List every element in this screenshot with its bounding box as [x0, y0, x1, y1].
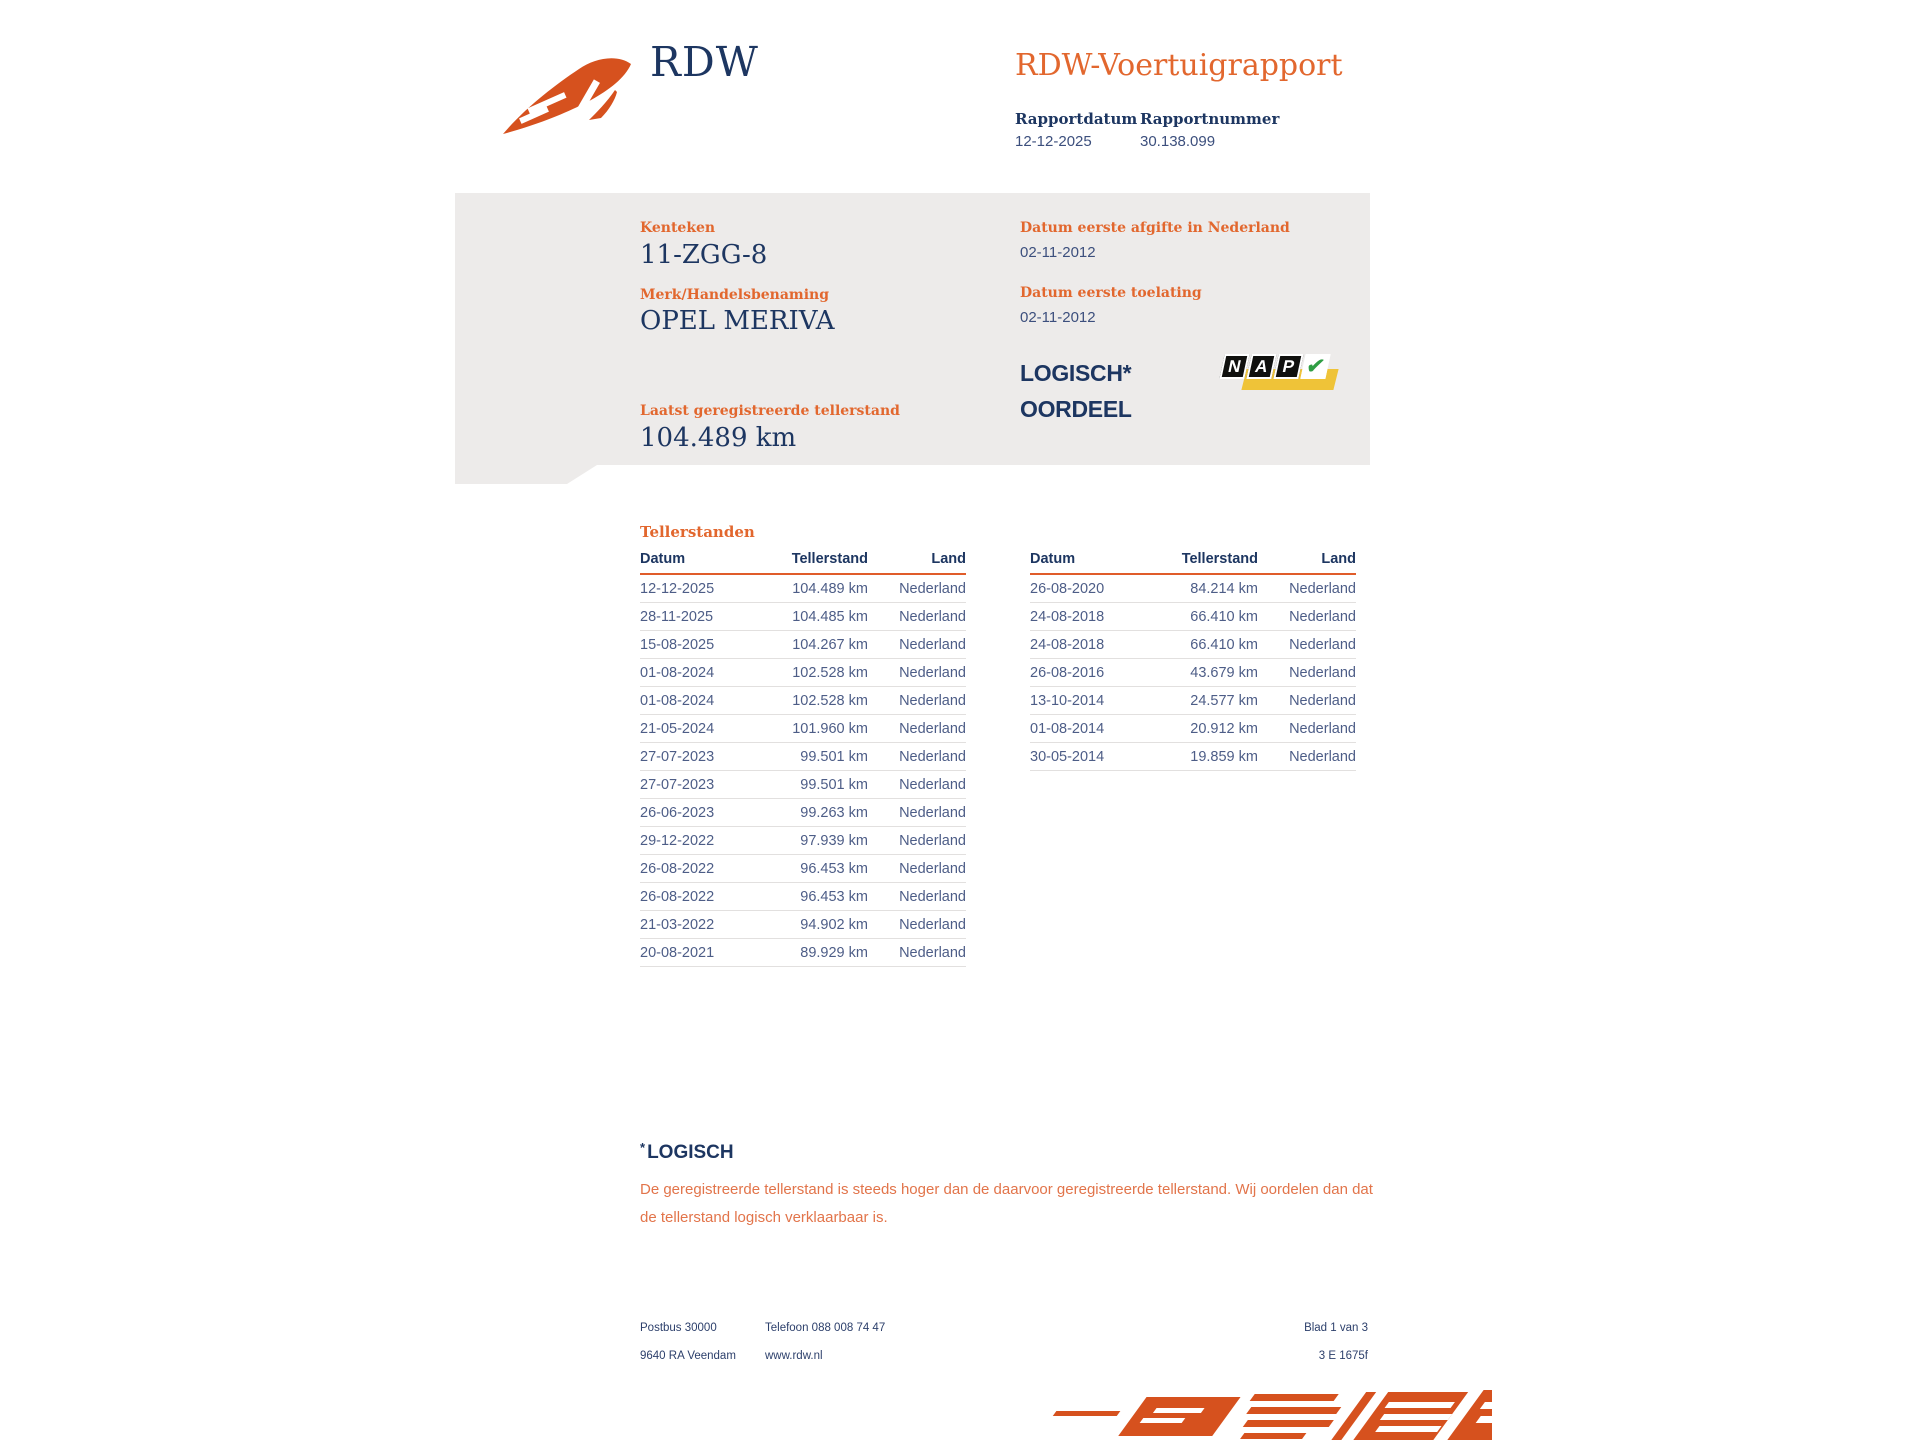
tellerstanden-section-title: Tellerstanden	[640, 523, 755, 541]
nap-check-icon: ✔	[1300, 354, 1330, 379]
nap-logo	[1222, 354, 1342, 394]
table-cell: Nederland	[878, 855, 966, 883]
table-row	[1030, 603, 1356, 631]
table-cell: 66.410 km	[1151, 603, 1268, 631]
table-cell: 01-08-2024	[640, 659, 761, 687]
table-row	[640, 631, 966, 659]
table-cell: Nederland	[878, 631, 966, 659]
table-cell: 99.263 km	[761, 799, 878, 827]
table-row	[640, 799, 966, 827]
eerste-toelating-value: 02-11-2012	[1020, 309, 1096, 326]
table-cell: 01-08-2024	[640, 687, 761, 715]
table-cell: 20.912 km	[1151, 715, 1268, 743]
kenteken-value: 11-ZGG-8	[640, 240, 768, 270]
table-cell: 97.939 km	[761, 827, 878, 855]
column-header-land: Land	[878, 548, 966, 574]
footer-address-line2: 9640 RA Veendam	[640, 1350, 736, 1362]
oordeel-line1: LOGISCH*	[1020, 360, 1132, 386]
table-cell: Nederland	[878, 659, 966, 687]
eerste-afgifte-value: 02-11-2012	[1020, 244, 1096, 261]
oordeel-line2: OORDEEL	[1020, 396, 1132, 422]
table-cell: Nederland	[878, 687, 966, 715]
rdw-stripes-graphic-icon	[1042, 1384, 1492, 1440]
table-cell: 21-03-2022	[640, 911, 761, 939]
table-header-row	[1030, 548, 1356, 574]
table-cell: 89.929 km	[761, 939, 878, 967]
table-cell: 104.267 km	[761, 631, 878, 659]
table-row	[1030, 715, 1356, 743]
column-header-datum: Datum	[640, 548, 761, 574]
nap-letter-tile: N	[1219, 354, 1249, 379]
report-number-value: 30.138.099	[1140, 133, 1216, 150]
table-cell: 102.528 km	[761, 687, 878, 715]
report-number-label: Rapportnummer	[1140, 110, 1280, 128]
rdw-feather-logo-icon	[497, 50, 639, 138]
table-cell: 12-12-2025	[640, 574, 761, 603]
table-row	[1030, 631, 1356, 659]
table-row	[640, 883, 966, 911]
table-cell: Nederland	[878, 771, 966, 799]
table-row	[1030, 743, 1356, 771]
table-header-row	[640, 548, 966, 574]
column-header-tellerstand: Tellerstand	[761, 548, 878, 574]
footer-form-code: 3 E 1675f	[1318, 1350, 1368, 1362]
table-cell: 19.859 km	[1151, 743, 1268, 771]
tellerstanden-table-left	[640, 548, 966, 967]
laatste-tellerstand-value: 104.489 km	[640, 423, 797, 453]
table-cell: 24.577 km	[1151, 687, 1268, 715]
table-cell: Nederland	[1268, 743, 1356, 771]
table-cell: 24-08-2018	[1030, 631, 1151, 659]
document-title: RDW-Voertuigrapport	[1015, 48, 1343, 83]
table-cell: 104.485 km	[761, 603, 878, 631]
table-row	[640, 911, 966, 939]
table-cell: Nederland	[1268, 687, 1356, 715]
eerste-afgifte-label: Datum eerste afgifte in Nederland	[1020, 220, 1290, 236]
table-cell: Nederland	[1268, 659, 1356, 687]
table-cell: 13-10-2014	[1030, 687, 1151, 715]
table-cell: 20-08-2021	[640, 939, 761, 967]
table-cell: 99.501 km	[761, 771, 878, 799]
footnote-title: LOGISCH	[647, 1142, 734, 1163]
logisch-footnote	[640, 1140, 1385, 1232]
table-cell: 01-08-2014	[1030, 715, 1151, 743]
footer-website: www.rdw.nl	[765, 1350, 823, 1362]
table-cell: Nederland	[1268, 574, 1356, 603]
table-cell: 94.902 km	[761, 911, 878, 939]
table-row	[640, 743, 966, 771]
table-cell: Nederland	[878, 715, 966, 743]
table-cell: Nederland	[878, 603, 966, 631]
table-cell: 101.960 km	[761, 715, 878, 743]
table-cell: 28-11-2025	[640, 603, 761, 631]
table-cell: 96.453 km	[761, 883, 878, 911]
table-row	[640, 574, 966, 603]
table-row	[640, 771, 966, 799]
table-cell: 15-08-2025	[640, 631, 761, 659]
table-cell: Nederland	[1268, 603, 1356, 631]
laatste-tellerstand-label: Laatst geregistreerde tellerstand	[640, 403, 900, 419]
table-cell: 99.501 km	[761, 743, 878, 771]
table-cell: 24-08-2018	[1030, 603, 1151, 631]
table-cell: Nederland	[878, 799, 966, 827]
table-cell: 96.453 km	[761, 855, 878, 883]
table-cell: 26-08-2016	[1030, 659, 1151, 687]
report-date-label: Rapportdatum	[1015, 110, 1138, 128]
table-cell: 30-05-2014	[1030, 743, 1151, 771]
footnote-asterisk: *	[640, 1140, 646, 1155]
tellerstanden-table-right	[1030, 548, 1356, 771]
table-cell: Nederland	[878, 939, 966, 967]
kenteken-label: Kenteken	[640, 220, 716, 236]
table-cell: 66.410 km	[1151, 631, 1268, 659]
table-cell: Nederland	[878, 743, 966, 771]
table-cell: 104.489 km	[761, 574, 878, 603]
nap-letter-tile: P	[1273, 354, 1303, 379]
table-cell: 29-12-2022	[640, 827, 761, 855]
table-cell: Nederland	[878, 883, 966, 911]
table-cell: 27-07-2023	[640, 743, 761, 771]
column-header-tellerstand: Tellerstand	[1151, 548, 1268, 574]
table-cell: Nederland	[1268, 631, 1356, 659]
table-row	[1030, 659, 1356, 687]
table-row	[640, 603, 966, 631]
nap-letter-tile: A	[1246, 354, 1276, 379]
table-cell: Nederland	[878, 911, 966, 939]
merk-value: OPEL MERIVA	[640, 306, 835, 336]
table-cell: Nederland	[878, 827, 966, 855]
table-row	[640, 715, 966, 743]
table-cell: 84.214 km	[1151, 574, 1268, 603]
table-row	[1030, 574, 1356, 603]
table-cell: Nederland	[878, 574, 966, 603]
table-cell: 27-07-2023	[640, 771, 761, 799]
table-cell: 102.528 km	[761, 659, 878, 687]
table-row	[640, 687, 966, 715]
footer-page-indicator: Blad 1 van 3	[1304, 1322, 1368, 1334]
table-cell: Nederland	[1268, 715, 1356, 743]
report-date-value: 12-12-2025	[1015, 133, 1092, 150]
footer-phone: Telefoon 088 008 74 47	[765, 1322, 886, 1334]
table-row	[1030, 687, 1356, 715]
column-header-datum: Datum	[1030, 548, 1151, 574]
table-cell: 26-08-2020	[1030, 574, 1151, 603]
footer-address-line1: Postbus 30000	[640, 1322, 717, 1334]
table-cell: 21-05-2024	[640, 715, 761, 743]
rdw-logo-wordmark: RDW	[650, 38, 759, 86]
merk-label: Merk/Handelsbenaming	[640, 287, 830, 303]
table-row	[640, 939, 966, 967]
vehicle-summary-panel	[455, 193, 1370, 484]
table-cell: 43.679 km	[1151, 659, 1268, 687]
table-row	[640, 827, 966, 855]
table-row	[640, 855, 966, 883]
table-cell: 26-06-2023	[640, 799, 761, 827]
column-header-land: Land	[1268, 548, 1356, 574]
footnote-text: De geregistreerde tellerstand is steeds hoger dan de daarvoor geregistreerde tellerstand. Wij oordelen dan dat de tellerstand logisch verklaarbaar is.	[640, 1181, 1373, 1226]
oordeel-status	[1020, 355, 1132, 427]
table-cell: 26-08-2022	[640, 883, 761, 911]
eerste-toelating-label: Datum eerste toelating	[1020, 285, 1202, 301]
table-cell: 26-08-2022	[640, 855, 761, 883]
table-row	[640, 659, 966, 687]
